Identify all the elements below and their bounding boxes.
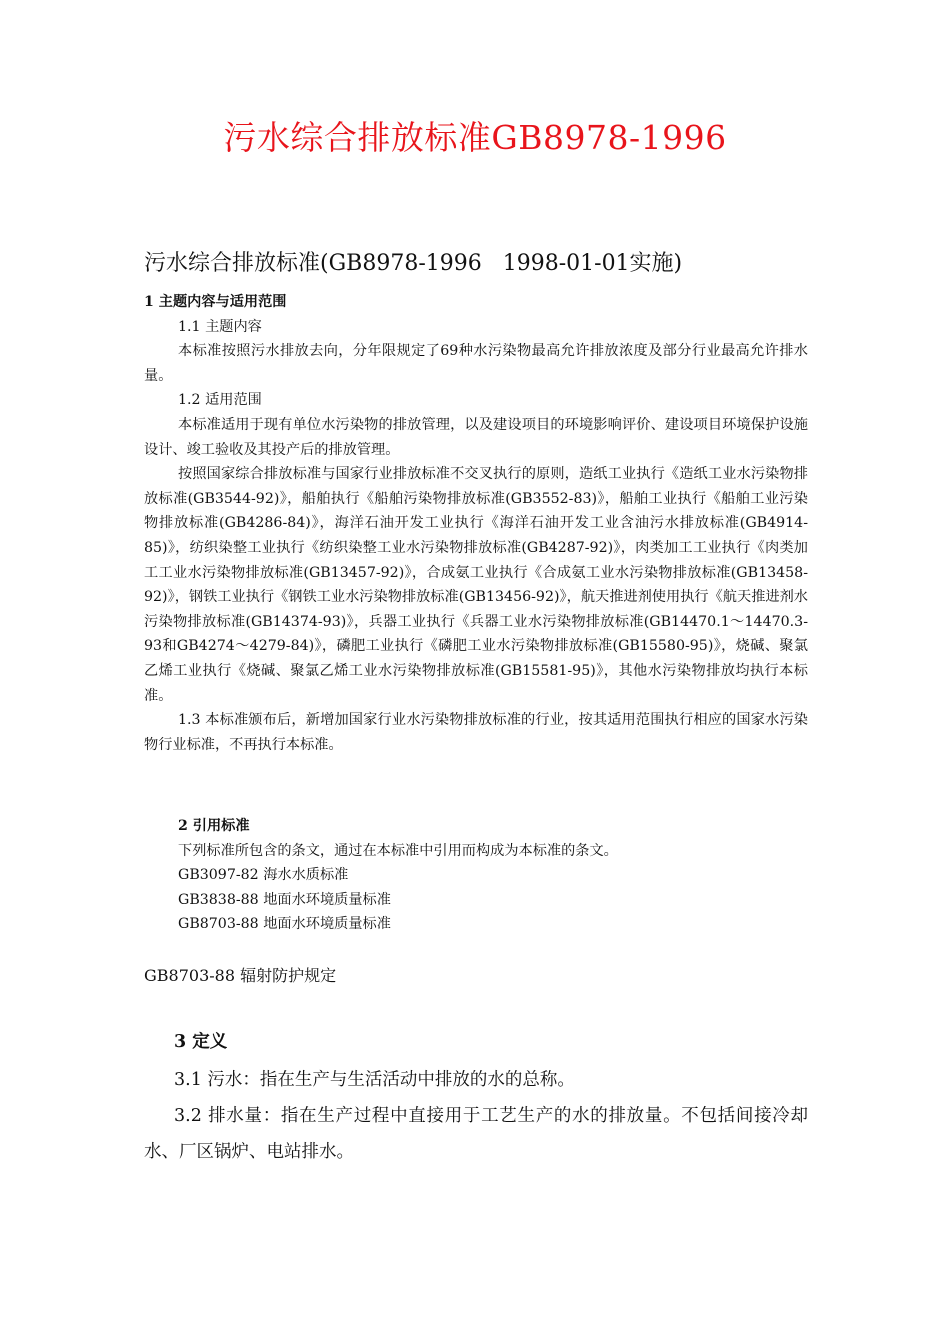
definition-item: 3.2 排水量：指在生产过程中直接用于工艺生产的水的排放量。不包括间接冷却水、厂区锅炉、电站排水。	[144, 1106, 808, 1162]
section-2-intro: 下列标准所包含的条文，通过在本标准中引用而构成为本标准的条文。	[178, 842, 618, 859]
section-3-heading: 3 定义	[174, 1032, 228, 1052]
section-1-3-text: 1.3 本标准颁布后，新增加国家行业水污染物排放标准的行业，按其适用范围执行相应的国家水污染物行业标准，不再执行本标准。	[144, 712, 808, 753]
document-subtitle: 污水综合排放标准(GB8978-1996 1998-01-01实施)	[144, 251, 683, 276]
section-1-heading: 1 主题内容与适用范围	[144, 294, 287, 310]
section-2	[144, 814, 808, 937]
reference-item: GB3097-82 海水水质标准	[178, 867, 349, 884]
section-1-1-text: 本标准按照污水排放去向，分年限规定了69种水污染物最高允许排放浓度及部分行业最高允许排水量。	[144, 343, 808, 384]
reference-item: GB3838-88 地面水环境质量标准	[178, 891, 391, 908]
document-title: 污水综合排放标准GB8978-1996	[223, 118, 727, 157]
reference-item: GB8703-88 地面水环境质量标准	[178, 916, 391, 933]
section-1-1-heading: 1.1 主题内容	[178, 318, 262, 335]
section-1	[144, 290, 808, 757]
section-2-heading: 2 引用标准	[178, 818, 250, 834]
definition-item: 3.1 污水：指在生产与生活活动中排放的水的总称。	[174, 1070, 575, 1090]
section-1-2-text-2: 按照国家综合排放标准与国家行业排放标准不交叉执行的原则，造纸工业执行《造纸工业水污染物排放标准(GB3544-92)》，船舶执行《船舶污染物排放标准(GB3552-83)》，船舶工业执行《船舶工业污染物排放标准(GB4286-84)》，海洋石油开发工业执行《海洋石油开发工业含油污水排放标准(GB4914-85)》，纺织染整工业执行《纺织染整工业水污染物排放标准(GB4287-92)》，肉类加工工业执行《肉类加工工业水污染物排放标准(GB13457-92)》，合成氨工业执行《合成氨工业水污染物排放标准(GB13458-92)》，钢铁工业执行《钢铁工业水污染物排放标准(GB13456-92)》，航天推进剂使用执行《航天推进剂水污染物排放标准(GB14374-93)》，兵器工业执行《兵器工业水污染物排放标准(GB14470.1～14470.3-93和GB4274～4279-84)》，磷肥工业执行《磷肥工业水污染物排放标准(GB15580-95)》，烧碱、聚氯乙烯工业执行《烧碱、聚氯乙烯工业水污染物排放标准(GB15581-95)》，其他水污染物排放均执行本标准。	[144, 466, 808, 704]
section-1-2-text-1: 本标准适用于现有单位水污染物的排放管理，以及建设项目的环境影响评价、建设项目环境保护设施设计、竣工验收及其投产后的排放管理。	[144, 416, 808, 458]
section-1-2-heading: 1.2 适用范围	[178, 392, 262, 409]
reference-item-extra: GB8703-88 辐射防护规定	[144, 966, 337, 985]
section-3	[144, 1024, 808, 1170]
